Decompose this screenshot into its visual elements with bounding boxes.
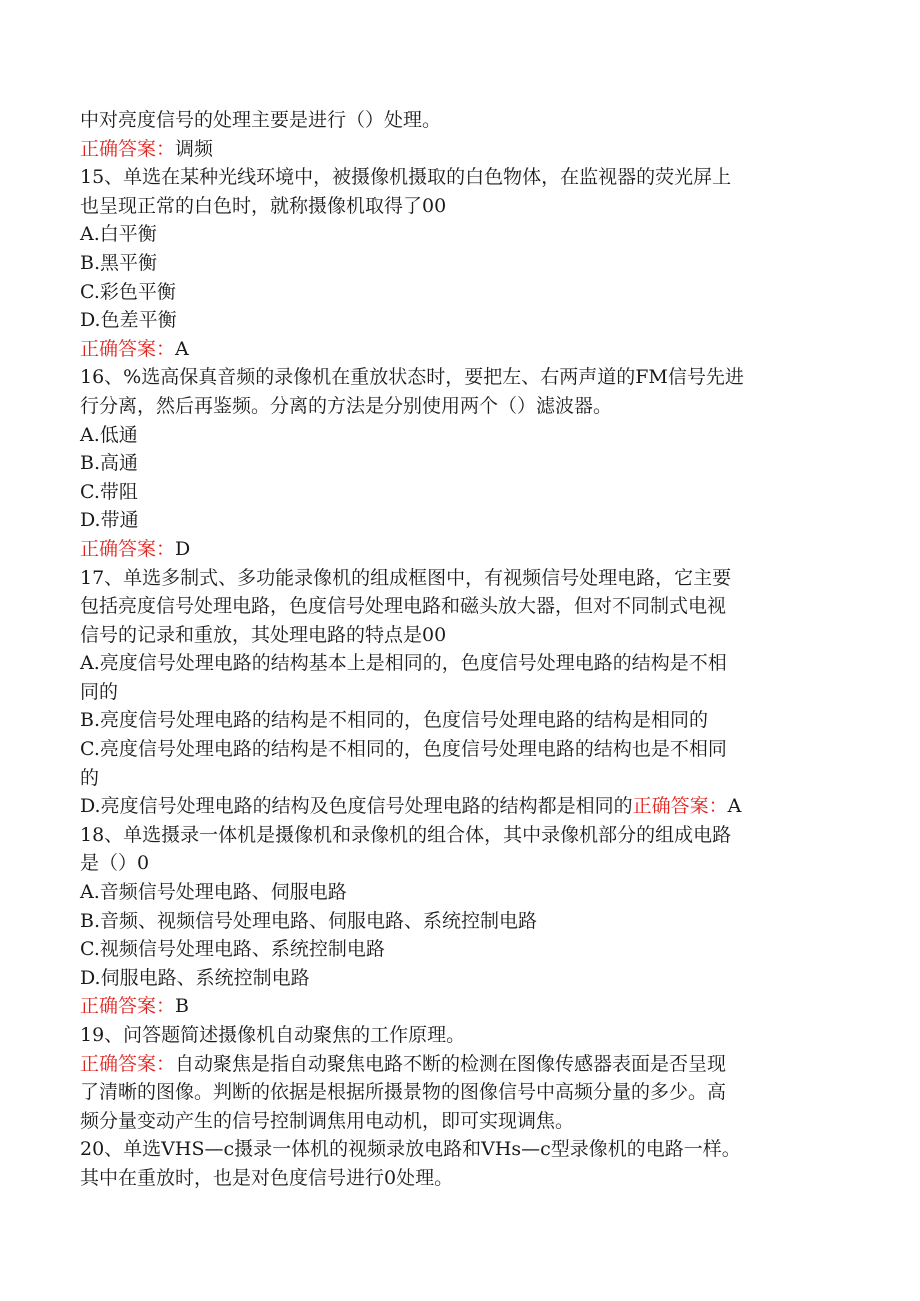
q18-answer-line xyxy=(80,992,840,1021)
q14-answer: 调频 xyxy=(175,137,214,160)
answer-label: 正确答案： xyxy=(80,137,176,160)
q17-answer: A xyxy=(727,795,742,818)
q20-stem-line1: 20、单选VHS—c摄录一体机的视频录放电路和VHs—c型录像机的电路一样。 xyxy=(80,1138,741,1161)
q16-option-c: C.带阻 xyxy=(80,480,138,503)
q16-answer: D xyxy=(175,537,191,560)
q16-option-d: D.带通 xyxy=(80,509,139,532)
q20-stem-line2: 其中在重放时，也是对色度信号进行0处理。 xyxy=(80,1166,454,1189)
document-page xyxy=(80,106,840,1193)
answer-label: 正确答案： xyxy=(80,1052,176,1075)
q15-stem-line1: 15、单选在某种光线环境中，被摄像机摄取的白色物体，在监视器的荧光屏上 xyxy=(80,166,732,189)
q16-option-a: A.低通 xyxy=(80,423,138,446)
q18-option-d: D.伺服电路、系统控制电路 xyxy=(80,966,310,989)
q16-stem-line1: 16、%选高保真音频的录像机在重放状态时，要把左、右两声道的FM信号先进 xyxy=(80,366,744,389)
q16-stem-line2: 行分离，然后再鉴频。分离的方法是分别使用两个（）滤波器。 xyxy=(80,394,613,417)
q17-stem-line3: 信号的记录和重放，其处理电路的特点是00 xyxy=(80,623,447,646)
q16-option-b: B.高通 xyxy=(80,452,139,475)
answer-label: 正确答案： xyxy=(80,537,176,560)
answer-label: 正确答案： xyxy=(80,995,176,1018)
q14-tail-line: 中对亮度信号的处理主要是进行（）处理。 xyxy=(80,109,442,131)
q14-answer-line xyxy=(80,135,840,164)
q17-option-d: D.亮度信号处理电路的结构及色度信号处理电路的结构都是相同的 xyxy=(80,795,633,818)
q15-stem-line2: 也呈现正常的白色时，就称摄像机取得了00 xyxy=(80,194,447,217)
q15-option-c: C.彩色平衡 xyxy=(80,280,176,303)
q17-stem-line2: 包括亮度信号处理电路，色度信号处理电路和磁头放大器，但对不同制式电视 xyxy=(80,595,727,618)
q19-stem: 19、问答题简述摄像机自动聚焦的工作原理。 xyxy=(80,1024,466,1046)
q18-answer: B xyxy=(175,995,189,1018)
answer-label: 正确答案： xyxy=(80,337,176,360)
q17-option-c-line1: C.亮度信号处理电路的结构是不相同的，色度信号处理电路的结构也是不相同 xyxy=(80,738,727,761)
q15-option-a: A.白平衡 xyxy=(80,223,157,246)
q19-answer-line1 xyxy=(80,1050,840,1079)
q16-answer-line xyxy=(80,535,840,564)
q19-answer-text1: 自动聚焦是指自动聚焦电路不断的检测在图像传感器表面是否呈现 xyxy=(175,1052,727,1075)
q19-answer-line3: 频分量变动产生的信号控制调焦用电动机，即可实现调焦。 xyxy=(80,1109,575,1132)
q17-option-a-line1: A.亮度信号处理电路的结构基本上是相同的，色度信号处理电路的结构是不相 xyxy=(80,652,727,675)
q17-option-b: B.亮度信号处理电路的结构是不相同的，色度信号处理电路的结构是相同的 xyxy=(80,709,709,732)
q18-option-a: A.音频信号处理电路、伺服电路 xyxy=(80,881,347,904)
q18-option-b: B.音频、视频信号处理电路、伺服电路、系统控制电路 xyxy=(80,909,538,932)
q18-stem-line1: 18、单选摄录一体机是摄像机和录像机的组合体，其中录像机部分的组成电路 xyxy=(80,823,732,846)
q15-answer-line xyxy=(80,335,840,364)
q18-option-c: C.视频信号处理电路、系统控制电路 xyxy=(80,938,385,961)
q19-answer-line2: 了清晰的图像。判断的依据是根据所摄景物的图像信号中高频分量的多少。高 xyxy=(80,1081,727,1104)
q15-answer: A xyxy=(175,337,189,360)
answer-label: 正确答案： xyxy=(632,795,728,818)
q17-option-c-line2: 的 xyxy=(80,766,100,789)
q17-option-d-line xyxy=(80,792,840,821)
q17-stem-line1: 17、单选多制式、多功能录像机的组成框图中，有视频信号处理电路，它主要 xyxy=(80,566,732,589)
q17-option-a-line2: 同的 xyxy=(80,680,119,703)
q18-stem-line2: 是（）0 xyxy=(80,852,150,875)
q15-option-d: D.色差平衡 xyxy=(80,309,177,332)
q15-option-b: B.黑平衡 xyxy=(80,251,158,274)
